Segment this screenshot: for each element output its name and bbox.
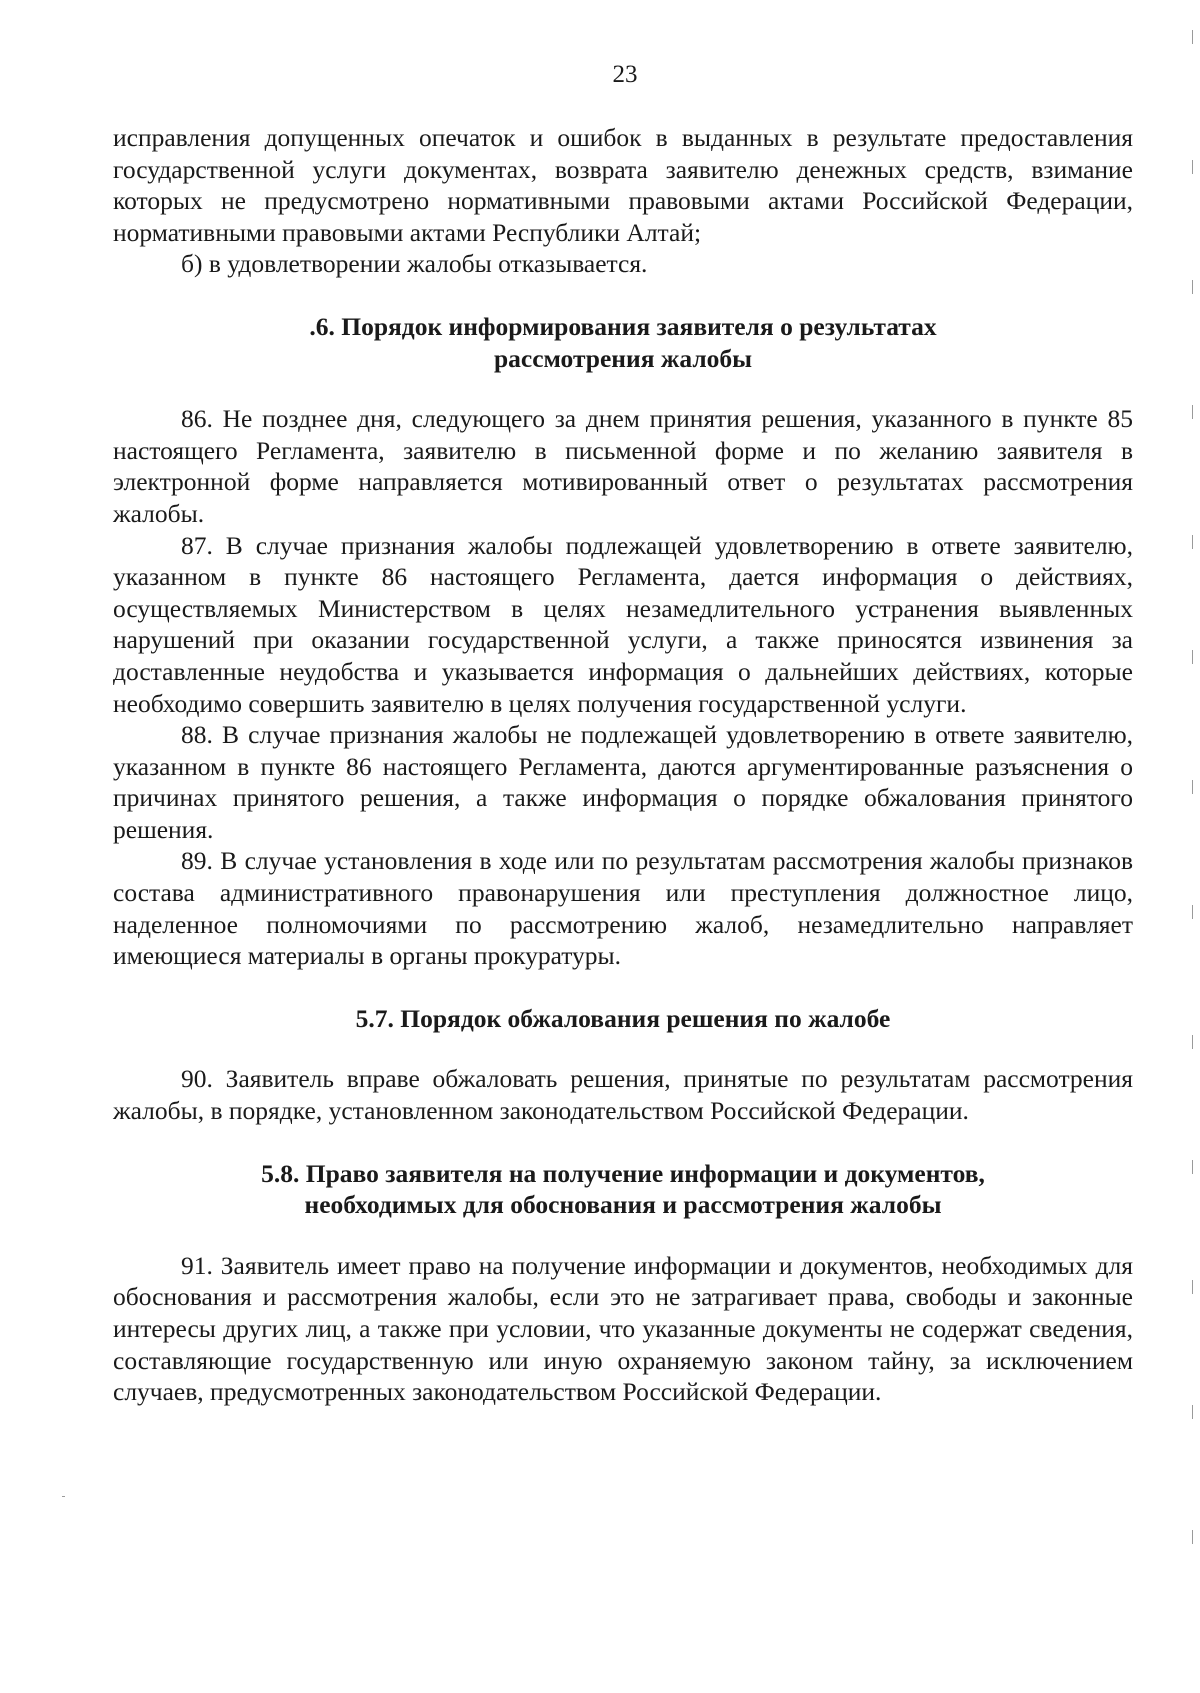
paragraph-point-b: б) в удовлетворении жалобы отказывается.: [181, 249, 648, 279]
paragraph-90: 90. Заявитель вправе обжаловать решения, принятые по результатам рассмотрения жалобы, в порядке, установленном законодательством Российской Федерации.: [113, 1064, 1133, 1126]
scan-mark: [1192, 1405, 1193, 1419]
scan-mark: [1192, 1280, 1193, 1294]
scan-mark: [1192, 1035, 1193, 1049]
scan-mark: [1192, 1160, 1193, 1174]
scan-mark: [1192, 1530, 1193, 1544]
paragraph-87: 87. В случае признания жалобы подлежащей удовлетворению в ответе заявителю, указанном в пункте 86 настоящего Регламента, дается информация о действиях, осуществляемых Министерством в целях незамедлительного устранения выявленных нарушений при оказании государственной услуги, а также приносятся извинения за доставленные неудобства и указывается информация о дальнейших действиях, которые необходимо совершить заявителю в целях получения государственной услуги.: [113, 530, 1133, 718]
paragraph-89: 89. В случае установления в ходе или по результатам рассмотрения жалобы признаков состава административного правонарушения или преступления должностное лицо, наделенное полномочиями по рассмотрению жалоб, незамедлительно направляет имеющиеся материалы в органы прокуратуры.: [113, 846, 1133, 971]
section-heading-5-7-line1: 5.7. Порядок обжалования решения по жалобе: [355, 1003, 891, 1033]
paragraph-intro: исправления допущенных опечаток и ошибок в выданных в результате предоставления государственной услуги документах, возврата заявителю денежных средств, взимание которых не предусмотрено нормативными правовыми актами Российской Федерации, нормативными правовыми актами Республики Алтай;: [113, 123, 1133, 247]
scan-mark: [1192, 780, 1193, 794]
section-heading-5-8-line1: 5.8. Право заявителя на получение информации и документов,: [261, 1158, 985, 1188]
section-heading-5-6-line1: .6. Порядок информирования заявителя о результатах: [309, 311, 937, 341]
scan-mark: [1192, 30, 1193, 44]
document-body: [113, 122, 1133, 1408]
scan-mark: [1192, 650, 1193, 664]
scan-speck: [62, 1496, 65, 1497]
scan-mark: [1192, 160, 1193, 174]
paragraph-88: 88. В случае признания жалобы не подлежащей удовлетворению в ответе заявителю, указанном в пункте 86 настоящего Регламента, даются аргументированные разъяснения о причинах принятого решения, а также информация о порядке обжалования принятого решения.: [113, 720, 1133, 844]
scan-margin-marks: [1192, 0, 1196, 1693]
section-heading-5-7: [113, 1003, 1133, 1035]
page-number: 23: [612, 61, 638, 88]
section-heading-5-6: [113, 311, 1133, 374]
section-heading-5-8-line2: необходимых для обоснования и рассмотрения жалобы: [304, 1190, 942, 1220]
scan-mark: [1192, 405, 1193, 419]
scan-mark: [1192, 905, 1193, 919]
paragraph-91: 91. Заявитель имеет право на получение информации и документов, необходимых для обоснования и рассмотрения жалобы, если это не затрагивает права, свободы и законные интересы других лиц, а также при условии, что указанные документы не содержат сведения, составляющие государственную или иную охраняемую законом тайну, за исключением случаев, предусмотренных законодательством Российской Федерации.: [113, 1250, 1133, 1407]
scan-mark: [1192, 535, 1193, 549]
paragraph-86: 86. Не позднее дня, следующего за днем принятия решения, указанного в пункте 85 настоящего Регламента, заявителю в письменной форме и по желанию заявителя в электронной форме направляется мотивированный ответ о результатах рассмотрения жалобы.: [113, 404, 1133, 528]
section-heading-5-8: [113, 1158, 1133, 1221]
section-heading-5-6-line2: рассмотрения жалобы: [493, 343, 753, 373]
scan-mark: [1192, 280, 1193, 294]
